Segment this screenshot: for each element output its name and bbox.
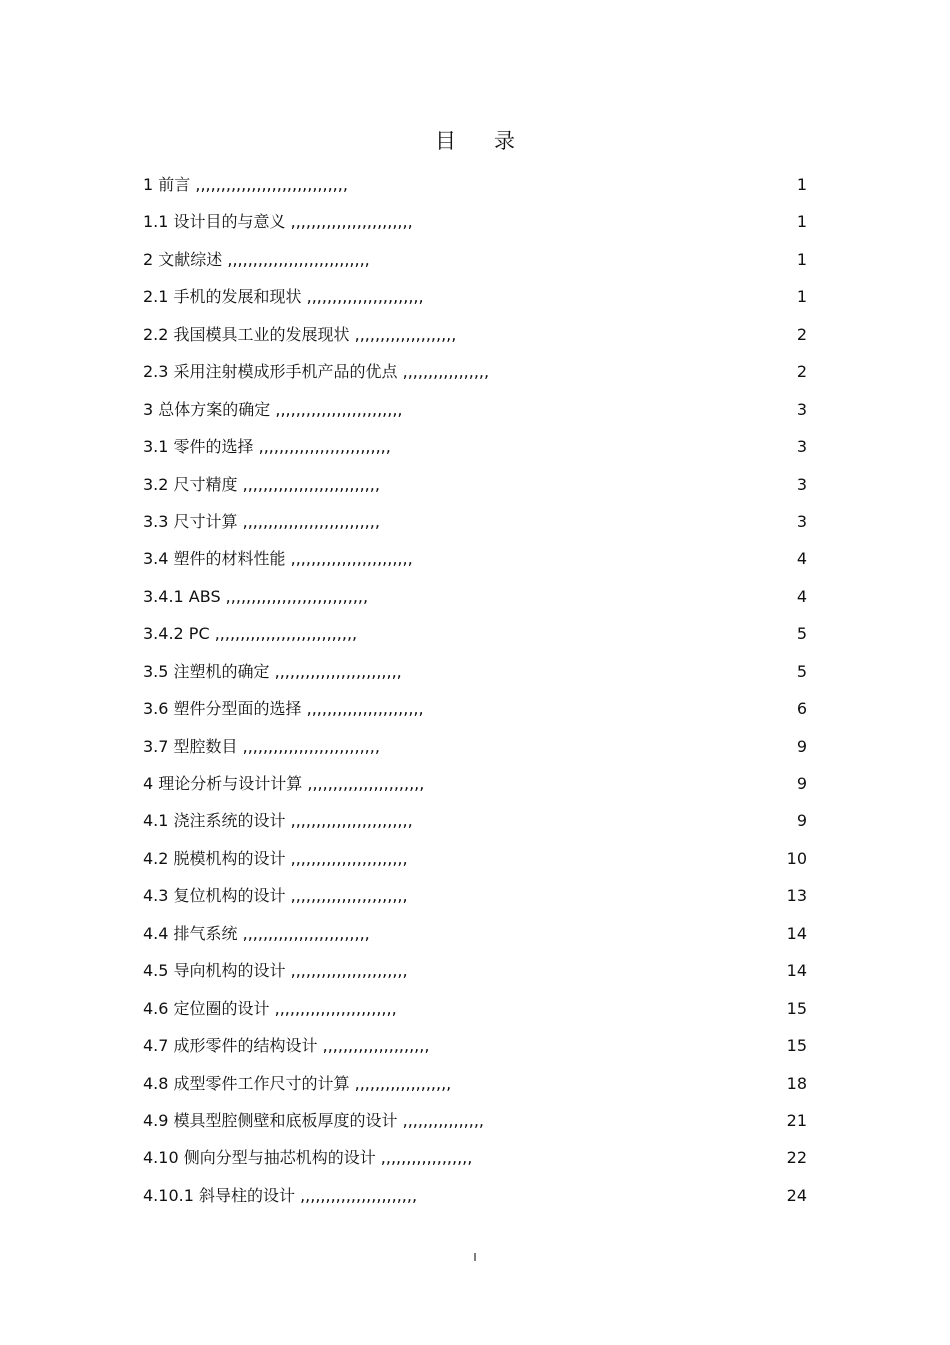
toc-entry[interactable] <box>143 466 807 503</box>
toc-entry[interactable] <box>143 840 807 877</box>
toc-entry[interactable] <box>143 690 807 727</box>
toc-entry-title: 3.3 尺寸计算 ,,,,,,,,,,,,,,,,,,,,,,,,,,, <box>143 511 380 531</box>
toc-entry[interactable] <box>143 578 807 615</box>
toc-entry-title: 4.7 成形零件的结构设计 ,,,,,,,,,,,,,,,,,,,,, <box>143 1036 430 1056</box>
toc-entry-title: 2.1 手机的发展和现状 ,,,,,,,,,,,,,,,,,,,,,,, <box>143 287 424 307</box>
toc-entry-page-number: 3 <box>796 474 807 494</box>
toc-entry-title: 4.2 脱模机构的设计 ,,,,,,,,,,,,,,,,,,,,,,, <box>143 848 408 868</box>
toc-entry-page-number: 3 <box>796 511 807 531</box>
toc-entry-page-number: 1 <box>796 175 807 194</box>
toc-entry-title: 1.1 设计目的与意义 ,,,,,,,,,,,,,,,,,,,,,,,, <box>143 212 413 232</box>
toc-entry[interactable] <box>143 915 807 952</box>
toc-entry-title: 4.8 成型零件工作尺寸的计算 ,,,,,,,,,,,,,,,,,,, <box>143 1073 452 1093</box>
toc-entry[interactable] <box>143 728 807 765</box>
toc-entry-title: 2.3 采用注射模成形手机产品的优点 ,,,,,,,,,,,,,,,,, <box>143 362 490 382</box>
toc-entry-title: 4.5 导向机构的设计 ,,,,,,,,,,,,,,,,,,,,,,, <box>143 961 408 981</box>
toc-entry-page-number: 1 <box>796 212 807 232</box>
toc-entry[interactable] <box>143 615 807 652</box>
toc-entry-page-number: 9 <box>796 811 807 831</box>
toc-entry[interactable] <box>143 353 807 390</box>
toc-entry-page-number: 3 <box>796 437 807 457</box>
toc-entry[interactable] <box>143 765 807 802</box>
toc-entry-page-number: 22 <box>786 1148 807 1168</box>
toc-entry-title: 4.10 侧向分型与抽芯机构的设计 ,,,,,,,,,,,,,,,,,, <box>143 1148 473 1168</box>
toc-entry[interactable] <box>143 1102 807 1139</box>
toc-entry-page-number: 9 <box>796 736 807 756</box>
toc-entry-page-number: 5 <box>796 624 807 644</box>
toc-entry-page-number: 6 <box>796 699 807 719</box>
page-title: 目录 <box>435 129 553 153</box>
toc-entry-page-number: 15 <box>786 1036 807 1056</box>
toc-entry-title: 3.4.2 PC ,,,,,,,,,,,,,,,,,,,,,,,,,,,, <box>143 624 358 644</box>
toc-entry[interactable] <box>143 316 807 353</box>
toc-entry-title: 3.7 型腔数目 ,,,,,,,,,,,,,,,,,,,,,,,,,,, <box>143 736 380 756</box>
toc-entry[interactable] <box>143 203 807 240</box>
toc-entry-page-number: 21 <box>786 1110 807 1130</box>
toc-entry-page-number: 13 <box>786 886 807 906</box>
toc-entry-title: 4.6 定位圈的设计 ,,,,,,,,,,,,,,,,,,,,,,,, <box>143 998 397 1018</box>
toc-entry[interactable] <box>143 428 807 465</box>
toc-entry-page-number: 3 <box>796 399 807 419</box>
toc-entry[interactable] <box>143 653 807 690</box>
toc-entry[interactable] <box>143 503 807 540</box>
toc-entry-title: 3.4.1 ABS ,,,,,,,,,,,,,,,,,,,,,,,,,,,, <box>143 586 369 606</box>
toc-entry-title: 1 前言 ,,,,,,,,,,,,,,,,,,,,,,,,,,,,,, <box>143 175 348 194</box>
toc-entry-title: 4.9 模具型腔侧壁和底板厚度的设计 ,,,,,,,,,,,,,,,, <box>143 1110 484 1130</box>
toc-entry-page-number: 14 <box>786 923 807 943</box>
toc-entry-page-number: 4 <box>796 586 807 606</box>
toc-entry[interactable] <box>143 952 807 989</box>
toc-entry-title: 3.4 塑件的材料性能 ,,,,,,,,,,,,,,,,,,,,,,,, <box>143 549 413 569</box>
toc-entry[interactable] <box>143 990 807 1027</box>
toc-entry-page-number: 18 <box>786 1073 807 1093</box>
toc-entry-title: 2 文献综述 ,,,,,,,,,,,,,,,,,,,,,,,,,,,, <box>143 249 370 269</box>
toc-entry-title: 3.1 零件的选择 ,,,,,,,,,,,,,,,,,,,,,,,,,, <box>143 437 391 457</box>
toc-entry[interactable] <box>143 1177 807 1214</box>
toc-entry-page-number: 4 <box>796 549 807 569</box>
toc-entry-title: 3.6 塑件分型面的选择 ,,,,,,,,,,,,,,,,,,,,,,, <box>143 699 424 719</box>
toc-entry[interactable] <box>143 877 807 914</box>
page-number: I <box>473 1251 477 1264</box>
toc-entry[interactable] <box>143 1065 807 1102</box>
toc-entry[interactable] <box>143 1027 807 1064</box>
toc-entry-page-number: 2 <box>796 362 807 382</box>
toc-entry-page-number: 24 <box>786 1185 807 1205</box>
toc-entry-page-number: 10 <box>786 848 807 868</box>
toc-entry-title: 4.4 排气系统 ,,,,,,,,,,,,,,,,,,,,,,,,, <box>143 923 370 943</box>
toc-entry-title: 3.5 注塑机的确定 ,,,,,,,,,,,,,,,,,,,,,,,,, <box>143 661 402 681</box>
toc-entry-title: 4.10.1 斜导柱的设计 ,,,,,,,,,,,,,,,,,,,,,,, <box>143 1185 418 1205</box>
toc-entry[interactable] <box>143 1139 807 1176</box>
toc-entry-title: 4.3 复位机构的设计 ,,,,,,,,,,,,,,,,,,,,,,, <box>143 886 408 906</box>
toc-entry[interactable] <box>143 166 807 203</box>
toc-entry[interactable] <box>143 391 807 428</box>
toc-entry-page-number: 14 <box>786 961 807 981</box>
toc-entry[interactable] <box>143 540 807 577</box>
toc-entry-page-number: 1 <box>796 287 807 307</box>
table-of-contents <box>143 166 807 1214</box>
toc-entry-title: 2.2 我国模具工业的发展现状 ,,,,,,,,,,,,,,,,,,,, <box>143 324 457 344</box>
toc-entry-title: 3 总体方案的确定 ,,,,,,,,,,,,,,,,,,,,,,,,, <box>143 399 403 419</box>
toc-entry-page-number: 15 <box>786 998 807 1018</box>
toc-entry-page-number: 5 <box>796 661 807 681</box>
toc-entry-title: 4 理论分析与设计计算 ,,,,,,,,,,,,,,,,,,,,,,, <box>143 774 425 793</box>
toc-entry[interactable] <box>143 278 807 315</box>
toc-entry-title: 3.2 尺寸精度 ,,,,,,,,,,,,,,,,,,,,,,,,,,, <box>143 474 380 494</box>
toc-entry-title: 4.1 浇注系统的设计 ,,,,,,,,,,,,,,,,,,,,,,,, <box>143 811 413 831</box>
toc-entry[interactable] <box>143 241 807 278</box>
toc-entry-page-number: 9 <box>796 774 807 793</box>
toc-entry[interactable] <box>143 802 807 839</box>
toc-entry-page-number: 2 <box>796 324 807 344</box>
toc-entry-page-number: 1 <box>796 249 807 269</box>
